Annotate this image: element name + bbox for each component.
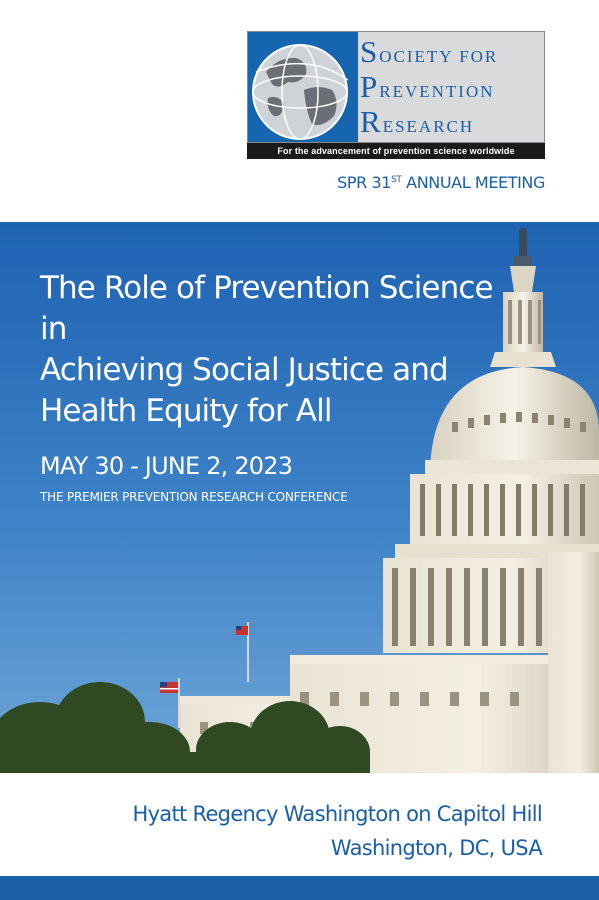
venue-name: Hyatt Regency Washington on Capitol Hill [132,802,542,826]
logo-wordmark [360,34,544,139]
conference-subtitle: THE PREMIER PREVENTION RESEARCH CONFERENCE [40,490,348,504]
logo-line-society: SOCIETY FOR [360,34,499,69]
header [0,0,599,222]
flag-right [236,622,249,682]
logo-line-prevention: PREVENTION [360,69,495,104]
venue [132,797,542,865]
logo-box [247,31,545,143]
conference-dates: MAY 30 - JUNE 2, 2023 [40,452,293,480]
spr-logo [247,31,545,159]
conference-title: The Role of Prevention Science in Achieving Social Justice and Health Equity for All [40,270,493,429]
hero-banner [0,222,599,773]
flag-left [160,678,180,728]
logo-line-research: RESEARCH [360,104,475,139]
globe-icon [248,32,358,143]
annual-meeting-label: SPR 31ST ANNUAL MEETING [337,173,545,192]
venue-city: Washington, DC, USA [330,836,542,860]
bottom-bar [0,876,599,900]
dome-statue [510,228,536,292]
logo-tagline: For the advancement of prevention science worldwide [247,143,545,159]
